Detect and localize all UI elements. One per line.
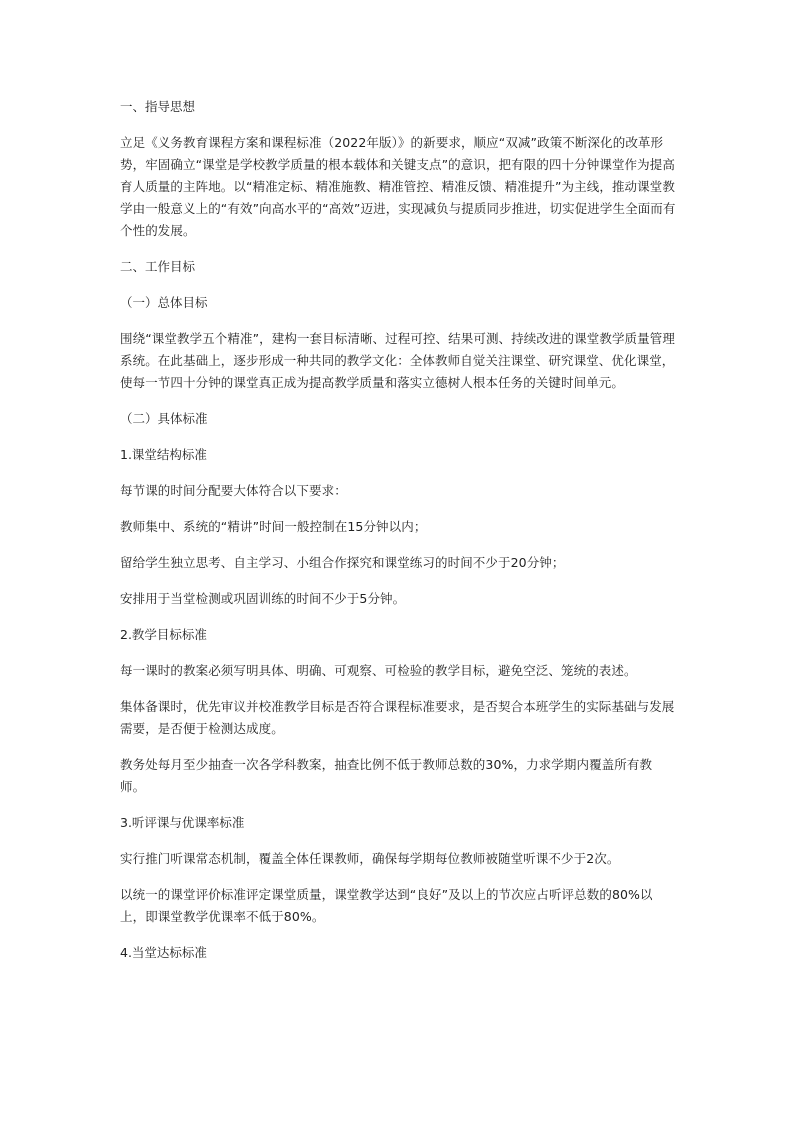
subheading-overall-goal: （一）总体目标: [120, 295, 208, 310]
paragraph-time-allocation: 每节课的时间分配要大体符合以下要求：: [120, 483, 347, 498]
section-heading-work-goals: 二、工作目标: [120, 259, 196, 274]
paragraph-monthly-check: 教务处每月至少抽查一次各学科教案，抽查比例不低于教师总数的30%，力求学期内覆盖所有教师。: [120, 757, 653, 794]
item-heading-class-structure: 1.课堂结构标准: [120, 447, 207, 462]
paragraph-test-time: 安排用于当堂检测或巩固训练的时间不少于5分钟。: [120, 591, 406, 606]
paragraph-collective-prep: 集体备课时，优先审议并校准教学目标是否符合课程标准要求，是否契合本班学生的实际基础与发展需要，是否便于检测达成度。: [120, 699, 675, 736]
paragraph-quality-rate: 以统一的课堂评价标准评定课堂质量，课堂教学达到“良好”及以上的节次应占听评总数的80%以上，即课堂教学优课率不低于80%。: [120, 887, 653, 924]
item-heading-in-class-target: 4.当堂达标标准: [120, 945, 207, 960]
paragraph-student-time: 留给学生独立思考、自主学习、小组合作探究和课堂练习的时间不少于20分钟；: [120, 555, 565, 570]
paragraph-lesson-plan-goals: 每一课时的教案必须写明具体、明确、可观察、可检验的教学目标，避免空泛、笼统的表述。: [120, 663, 637, 678]
subheading-specific-standards: （二）具体标准: [120, 411, 208, 426]
section-heading-guiding-ideology: 一、指导思想: [120, 99, 196, 114]
item-heading-teaching-goals: 2.教学目标标准: [120, 627, 207, 642]
paragraph-guiding-ideology: 立足《义务教育课程方案和课程标准（2022年版）》的新要求，顺应“双减”政策不断深化的改革形势，牢固确立“课堂是学校教学质量的根本载体和关键支点”的意识，把有限的四十分钟课堂作为提高育人质量的主阵地。以“精准定标、精准施教、精准管控、精准反馈、精准提升”为主线，推动课堂教学由一般意义上的“有效”向高水平的“高效”迈进，实现减负与提质同步推进，切实促进学生全面而有个性的发展。: [120, 135, 676, 238]
paragraph-overall-goal: 围绕“课堂教学五个精准”，建构一套目标清晰、过程可控、结果可测、持续改进的课堂教学质量管理系统。在此基础上，逐步形成一种共同的教学文化：全体教师自觉关注课堂、研究课堂、优化课堂，使每一节四十分钟的课堂真正成为提高教学质量和落实立德树人根本任务的关键时间单元。: [120, 331, 675, 390]
document-page: [120, 96, 676, 978]
paragraph-drop-in-observation: 实行推门听课常态机制，覆盖全体任课教师，确保每学期每位教师被随堂听课不少于2次。: [120, 851, 620, 866]
paragraph-lecture-time: 教师集中、系统的“精讲”时间一般控制在15分钟以内；: [120, 519, 427, 534]
item-heading-lesson-evaluation: 3.听评课与优课率标准: [120, 815, 245, 830]
